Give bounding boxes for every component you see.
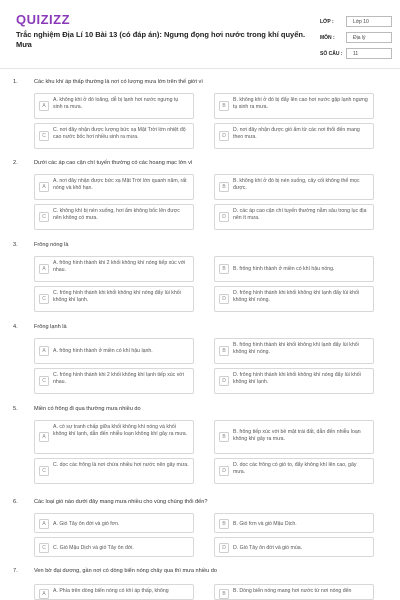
option-letter: A — [39, 589, 49, 599]
quizizz-logo: QUIZIZZ — [16, 12, 71, 27]
question-number: 6. — [13, 499, 18, 505]
option-a[interactable] — [34, 513, 194, 533]
option-letter: D — [219, 466, 229, 476]
question-text: Ven bờ đại dương, gần nơi có dòng biển nóng chảy qua thì mưa nhiều do — [34, 568, 218, 574]
option-letter: A — [39, 519, 49, 529]
meta-row-class — [320, 14, 392, 29]
option-c[interactable] — [34, 204, 194, 230]
meta-value: Lớp 10 — [346, 16, 392, 27]
question-text: Các khu khí áp thấp thường là nơi có lượng mưa lớn trên thế giới vì — [34, 79, 203, 85]
option-text: B. không khí ở đó bị đẩy lên cao hơi nước gặp lạnh ngưng tụ sinh ra mưa. — [233, 97, 368, 110]
meta-label: LỚP : — [320, 18, 334, 25]
option-text: D. nơi đây nhận được gió ẩm từ các nơi thổi đến mang theo mưa. — [233, 127, 360, 140]
option-a[interactable] — [34, 584, 194, 600]
meta-value: 11 — [346, 48, 392, 59]
option-text: D. dọc các frông có gió to, đẩy không khí lên cao, gây mưa. — [233, 462, 357, 475]
option-letter: C — [39, 131, 49, 141]
option-d[interactable] — [214, 537, 374, 557]
option-letter: A — [39, 432, 49, 442]
option-text: A. nơi đây nhận được bức xạ Mặt Trời lớn quanh năm, rất nóng và khô hạn. — [53, 178, 187, 191]
option-letter: B — [219, 264, 229, 274]
option-text: C. dọc các frông là nơi chứa nhiều hơi nước nên gây mưa. — [53, 462, 189, 468]
option-text: A. không khí ở đó loãng, dễ bị lạnh hơi nước ngưng tụ sinh ra mưa. — [53, 97, 179, 110]
meta-label: MÔN : — [320, 34, 335, 41]
option-a[interactable] — [34, 256, 194, 282]
option-a[interactable] — [34, 174, 194, 200]
option-letter: A — [39, 346, 49, 356]
option-b[interactable] — [214, 513, 374, 533]
option-text: A. có sự tranh chấp giữa khối không khí nóng và khối không khí lạnh, dẫn đến nhiễu loạn không khí gây ra mưa. — [53, 424, 188, 437]
option-letter: C — [39, 212, 49, 222]
option-letter: D — [219, 212, 229, 222]
option-text: A. frông hình thành ở miền có khí hậu lạnh. — [53, 348, 153, 354]
option-letter: A — [39, 182, 49, 192]
option-letter: A — [39, 264, 49, 274]
option-text: C. không khí bị nén xuống, hơi ẩm không bốc lên được nên không có mưa. — [53, 208, 180, 221]
option-c[interactable] — [34, 123, 194, 149]
question-text: Các loại gió nào dưới đây mang mưa nhiều cho vùng chúng thổi đến? — [34, 499, 208, 505]
question-number: 5. — [13, 406, 18, 412]
option-text: D. Gió Tây ôn đới và gió mùa. — [233, 545, 303, 551]
option-letter: D — [219, 543, 229, 553]
question-text: Miền có frông đi qua thường mưa nhiều do — [34, 406, 141, 412]
option-text: A. Phía trên dòng biển nóng có khí áp thấp, không — [53, 588, 169, 594]
option-text: C. frông hình thành khi khối không khí nóng đẩy lùi khối không khí lạnh. — [53, 290, 181, 303]
question-text: Dưới các áp cao cận chí tuyến thường có các hoang mạc lớn vì — [34, 160, 193, 166]
option-text: B. frông tiếp xúc với bề mặt trái đất, dẫn đến nhiễu loạn không khí gây ra mưa. — [233, 429, 361, 442]
option-a[interactable] — [34, 93, 194, 119]
option-text: D. frông hình thành khi khối không khí nóng đẩy lùi khối không khí lạnh. — [233, 372, 361, 385]
question-text: Frông nóng là — [34, 242, 69, 248]
option-letter: C — [39, 376, 49, 386]
option-c[interactable] — [34, 537, 194, 557]
option-letter: B — [219, 589, 229, 599]
option-text: B. frông hình thành ở miền có khí hậu nóng. — [233, 266, 335, 272]
option-letter: B — [219, 519, 229, 529]
question-number: 2. — [13, 160, 18, 166]
question-number: 4. — [13, 324, 18, 330]
option-b[interactable] — [214, 420, 374, 454]
option-letter: B — [219, 432, 229, 442]
option-letter: B — [219, 182, 229, 192]
option-text: B. frông hình thành khi khối không khí lạnh đẩy lùi khối không khí nóng. — [233, 342, 359, 355]
option-letter: D — [219, 294, 229, 304]
page-header — [0, 0, 400, 68]
meta-row-subject — [320, 30, 392, 45]
option-d[interactable] — [214, 204, 374, 230]
option-text: B. không khí ở đó bị nén xuống, cây cối không thể mọc được. — [233, 178, 360, 191]
option-a[interactable] — [34, 338, 194, 364]
question-number: 7. — [13, 568, 18, 574]
option-b[interactable] — [214, 174, 374, 200]
option-text: C. nơi đây nhận được lượng bức xạ Mặt Trời lớn nhiệt độ cao nước bốc hơi nhiều sinh ra mưa. — [53, 127, 186, 140]
option-c[interactable] — [34, 368, 194, 394]
question-text: Frông lạnh là — [34, 324, 67, 330]
meta-value: Địa lý — [346, 32, 392, 43]
option-letter: C — [39, 466, 49, 476]
header-divider — [0, 68, 400, 69]
option-d[interactable] — [214, 458, 374, 484]
option-d[interactable] — [214, 368, 374, 394]
option-text: A. Gió Tây ôn đới và gió fơn. — [53, 521, 120, 527]
page-title: Trắc nghiệm Địa Lí 10 Bài 13 (có đáp án): Ngưng đọng hơi nước trong khí quyển. Mưa — [16, 30, 306, 49]
option-d[interactable] — [214, 286, 374, 312]
option-letter: A — [39, 101, 49, 111]
option-text: B. Dòng biển nóng mang hơi nước từ nơi nóng đến — [233, 588, 352, 594]
option-b[interactable] — [214, 338, 374, 364]
option-b[interactable] — [214, 584, 374, 600]
option-d[interactable] — [214, 123, 374, 149]
option-text: D. các áp cao cận chí tuyến thường nằm sâu trong lục địa nên ít mưa. — [233, 208, 367, 221]
option-letter: D — [219, 131, 229, 141]
option-letter: B — [219, 346, 229, 356]
option-c[interactable] — [34, 458, 194, 484]
meta-row-count — [320, 46, 392, 61]
option-c[interactable] — [34, 286, 194, 312]
option-letter: D — [219, 376, 229, 386]
quiz-meta — [320, 14, 392, 62]
option-letter: B — [219, 101, 229, 111]
option-text: C. Gió Mậu Dịch và gió Tây ôn đới. — [53, 545, 134, 551]
option-letter: C — [39, 294, 49, 304]
option-text: B. Gió fơn và gió Mậu Dịch. — [233, 521, 297, 527]
question-number: 1. — [13, 79, 18, 85]
option-a[interactable] — [34, 420, 194, 454]
option-text: A. frông hình thành khi 2 khối không khí nóng tiếp xúc với nhau. — [53, 260, 186, 273]
option-b[interactable] — [214, 256, 374, 282]
option-letter: C — [39, 543, 49, 553]
option-text: C. frông hình thành khi 2 khối không khí lạnh tiếp xúc với nhau. — [53, 372, 184, 385]
meta-label: SỐ CÂU : — [320, 50, 343, 57]
question-number: 3. — [13, 242, 18, 248]
option-b[interactable] — [214, 93, 374, 119]
option-text: D. frông hình thành khi khối không khí lạnh đẩy lùi khối không khí nóng. — [233, 290, 360, 303]
